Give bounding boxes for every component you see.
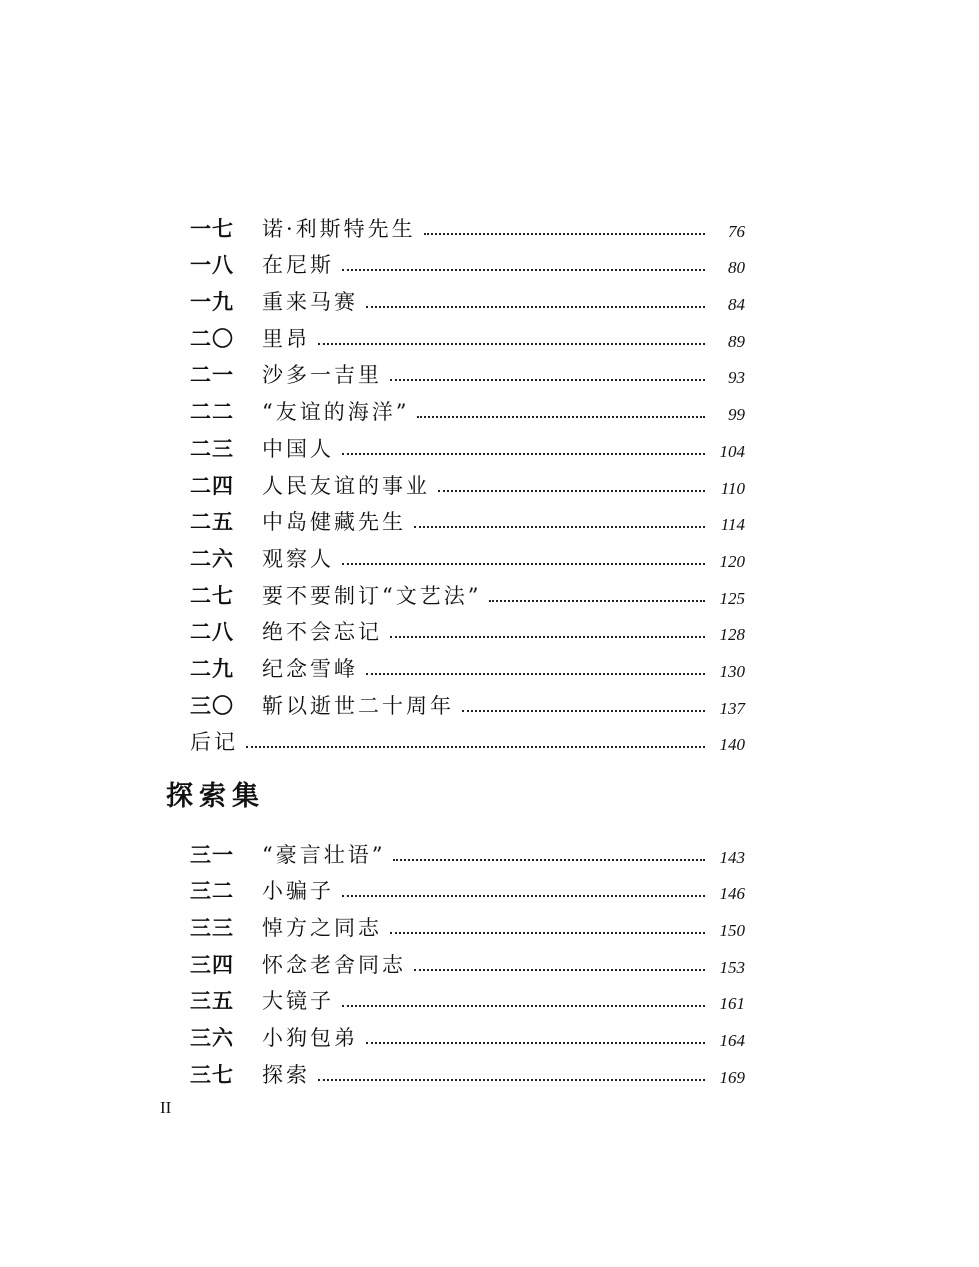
toc-entry [190,497,745,534]
toc-entry [190,680,745,717]
toc-entry [190,866,745,903]
toc-entry [190,902,745,939]
toc-entry-afterword [190,717,745,754]
dot-leader [390,932,705,934]
toc-entry-number: 三二 [190,879,234,904]
dot-leader [390,379,705,381]
afterword-page: 140 [719,735,745,755]
toc-entry-title: 怀念老舍同志 [262,952,406,977]
toc-entry-title: 诺·利斯特先生 [262,216,416,241]
toc-entry [190,1012,745,1049]
toc-entry-page: 84 [728,295,745,315]
toc-entry-page: 146 [719,884,745,904]
dot-leader [414,526,705,528]
toc-entry-number: 三一 [190,842,234,867]
toc-entry-title: 大镜子 [262,989,334,1014]
toc-entry-number: 二一 [190,363,234,388]
toc-entry-title: 探索 [262,1062,310,1087]
toc-entry [190,313,745,350]
toc-entry [190,829,745,866]
toc-entry-title: 中岛健藏先生 [262,510,406,535]
toc-entry-page: 104 [719,441,745,461]
toc-entry-title: 观察人 [262,546,334,571]
dot-leader [366,306,705,308]
toc-entry-number: 一九 [190,290,234,315]
toc-entry-page: 93 [728,368,745,388]
toc-entry-title: 在尼斯 [262,253,334,278]
toc-entry [190,423,745,460]
toc-entry-title: “友谊的海洋” [262,400,410,425]
toc-entry-page: 76 [728,221,745,241]
toc-entry-page: 114 [720,515,745,535]
toc-entry [190,976,745,1013]
toc-entry-title: 沙多一吉里 [262,363,382,388]
toc-entry-title: 绝不会忘记 [262,620,382,645]
dot-leader [393,859,705,861]
afterword-title: 后记 [190,730,238,755]
section-heading: 探索集 [166,781,265,812]
toc-entry-title: “豪言壮语” [262,842,386,867]
toc-entry-number: 二七 [190,583,234,608]
toc-entry-number: 一七 [190,216,234,241]
toc-entry-page: 143 [719,847,745,867]
toc-entry-number: 三六 [190,1026,234,1051]
dot-leader [390,636,705,638]
toc-entry-page: 137 [719,698,745,718]
toc-entry [190,607,745,644]
toc-entry-title: 小骗子 [262,879,334,904]
dot-leader [366,673,705,675]
toc-entry-page: 125 [719,588,745,608]
toc-entry-page: 169 [719,1067,745,1087]
dot-leader [366,1042,705,1044]
dot-leader [342,453,705,455]
dot-leader [438,490,705,492]
toc-entry [190,533,745,570]
toc-entry-title: 中国人 [262,436,334,461]
dot-leader [342,563,705,565]
toc-entry [190,570,745,607]
toc-entry-page: 99 [728,405,745,425]
toc-entry-page: 153 [719,957,745,977]
toc-entry [190,386,745,423]
toc-entry-title: 重来马赛 [262,290,358,315]
toc-entry-number: 三四 [190,952,234,977]
toc-entry [190,460,745,497]
toc-entry-page: 164 [719,1031,745,1051]
toc-entry [190,240,745,277]
dot-leader [318,343,705,345]
toc-entry-page: 128 [719,625,745,645]
toc-entry-number: 三七 [190,1062,234,1087]
toc-entry [190,643,745,680]
toc-entry-page: 130 [719,661,745,681]
dot-leader [417,416,705,418]
toc-entry-page: 150 [719,921,745,941]
dot-leader [342,269,705,271]
toc-entry-title: 小狗包弟 [262,1026,358,1051]
toc-entry [190,939,745,976]
dot-leader [246,746,705,748]
dot-leader [414,969,705,971]
toc-entry [190,350,745,387]
toc-entry-number: 二八 [190,620,234,645]
dot-leader [342,895,705,897]
toc-entry [190,276,745,313]
toc-entry-number: 二五 [190,510,234,535]
toc-entry-page: 110 [720,478,745,498]
toc-entry-number: 二〇 [190,326,234,351]
toc-entry [190,203,745,240]
toc-entry [190,1049,745,1086]
toc-entry-number: 二四 [190,473,234,498]
toc-entry-title: 纪念雪峰 [262,656,358,681]
page-folio: II [160,1098,172,1117]
toc-entry-number: 二三 [190,436,234,461]
toc-list-part2 [190,829,745,1086]
toc-list-part1 [190,203,745,753]
dot-leader [318,1079,705,1081]
toc-entry-title: 人民友谊的事业 [262,473,430,498]
toc-entry-title: 悼方之同志 [262,916,382,941]
toc-entry-number: 二九 [190,656,234,681]
dot-leader [489,600,705,602]
toc-entry-number: 二六 [190,546,234,571]
toc-entry-number: 三五 [190,989,234,1014]
toc-entry-title: 要不要制订“文艺法” [262,583,482,608]
toc-entry-number: 三三 [190,916,234,941]
toc-entry-number: 一八 [190,253,234,278]
toc-entry-title: 里昂 [262,326,310,351]
toc-entry-number: 二二 [190,400,234,425]
dot-leader [342,1005,705,1007]
toc-entry-page: 120 [719,551,745,571]
toc-entry-page: 89 [728,331,745,351]
dot-leader [424,233,705,235]
dot-leader [462,710,705,712]
toc-entry-number: 三〇 [190,693,234,718]
toc-entry-title: 靳以逝世二十周年 [262,693,454,718]
toc-entry-page: 161 [719,994,745,1014]
toc-entry-page: 80 [728,258,745,278]
